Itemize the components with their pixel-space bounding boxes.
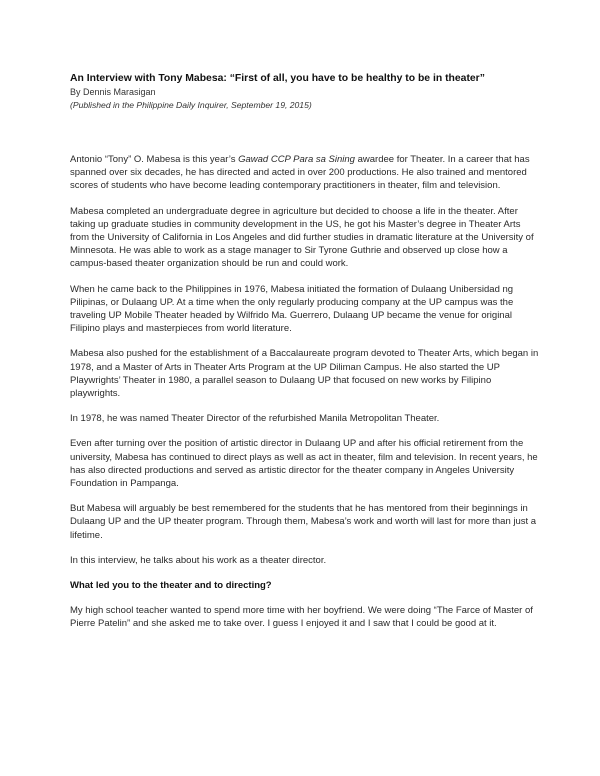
- paragraph-dulaang-up: When he came back to the Philippines in 1976, Mabesa initiated the formation of Dulaang Unibersidad ng Pilipinas, or Dulaang UP. At a time when the only regularly producing company at the UP campus was the traveling UP Mobile Theater headed by Wilfrido Ma. Guerrero, Dulaang UP became the venue for original Filipino plays and masterpieces from world literature.: [70, 283, 514, 335]
- paragraph-intro: [70, 153, 540, 193]
- paragraph-interview-intro: In this interview, he talks about his work as a theater director.: [70, 554, 327, 566]
- interview-answer: My high school teacher wanted to spend more time with her boyfriend. We were doing “The Farce of Master of Pierre Patelin” and she asked me to take over. I guess I enjoyed it and I saw that I could be good at it.: [70, 605, 533, 630]
- intro-text-start: Antonio “Tony” O. Mabesa is this year’s: [70, 154, 239, 165]
- paragraph-programs: Mabesa also pushed for the establishment of a Baccalaureate program devoted to Theater Arts, which began in 1978, and a Master of Arts in Theater Arts Program at the UP Diliman Campus. He also started the UP Playwrights’ Theater in 1980, a parallel season to Dulaang UP that focused on new works by Filipino playwrights.: [70, 348, 539, 400]
- intro-text-end: awardee for Theater. In a career that has spanned over six decades, he has directed and acted in over 200 productions. He also trained and mentored scores of students who have become leading contemporary practitioners in theater, film and television.: [70, 154, 530, 192]
- paragraph-met: In 1978, he was named Theater Director of the refurbished Manila Metropolitan Theater.: [70, 413, 440, 425]
- article-body: [70, 153, 540, 643]
- publication-note: (Published in the Philippine Daily Inquirer, September 19, 2015): [70, 100, 312, 110]
- article-title: An Interview with Tony Mabesa: “First of all, you have to be healthy to be in theater”: [70, 73, 485, 84]
- paragraph-legacy: But Mabesa will arguably be best remembered for the students that he has mentored from their beginnings in Dulaang UP and the UP theater program. Through them, Mabesa’s work and worth will last for more than just a lifetime.: [70, 503, 537, 541]
- paragraph-later-career: Even after turning over the position of artistic director in Dulaang UP and after his official retirement from the university, Mabesa has continued to direct plays as well as act in theater, film and television. In recent years, he has also directed productions and served as artistic director for the theater company in Angeles University Foundation in Pampanga.: [70, 438, 538, 490]
- byline: By Dennis Marasigan: [70, 87, 156, 97]
- article-header: [70, 72, 538, 112]
- paragraph-education: Mabesa completed an undergraduate degree in agriculture but decided to choose a life in the theater. After taking up graduate studies in community development in the US, he got his Master’s degree in Theater Arts from the University of California in Los Angeles and did further studies in dramatic literature at the University of Minnesota. He was able to work as a stage manager to Sir Tyrone Guthrie and observed up close how a campus-based theater organization should be run and could work.: [70, 205, 534, 270]
- award-name: Gawad CCP Para sa Sining: [238, 154, 355, 165]
- interview-question: What led you to the theater and to directing?: [70, 580, 272, 592]
